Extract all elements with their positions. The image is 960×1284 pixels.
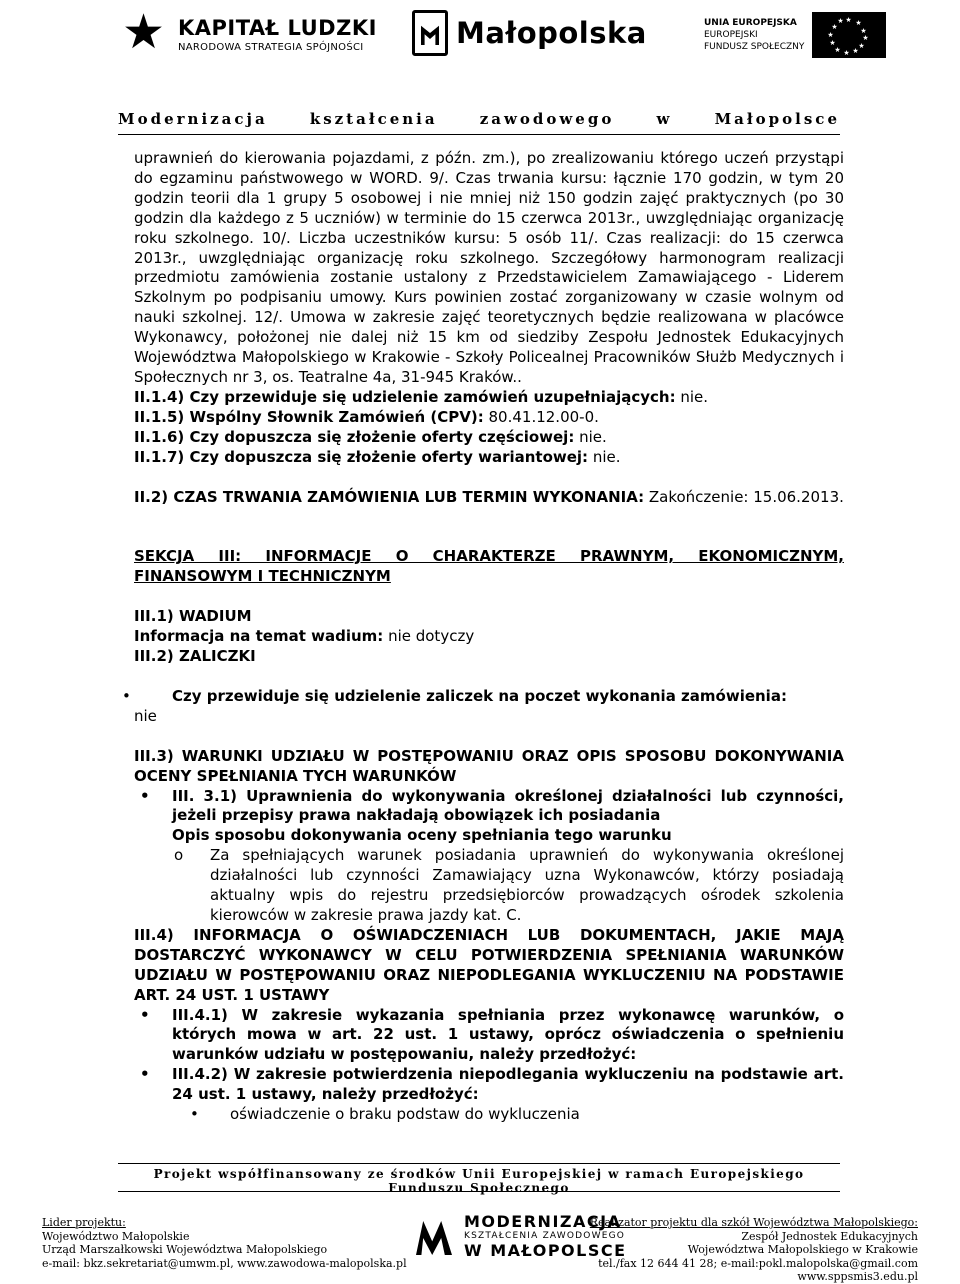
project-header-line: Modernizacja kształcenia zawodowego w Małopolsce	[118, 110, 840, 128]
wadium-info	[134, 627, 844, 647]
lider-line1: Województwo Małopolskie	[42, 1229, 190, 1243]
section-iii-3-1-sub	[134, 846, 844, 926]
realizator-line4: www.sppsmis3.edu.pl	[797, 1270, 918, 1283]
section-ii-1-5	[134, 408, 844, 428]
footer-divider-bottom	[118, 1191, 840, 1192]
section-iii-3: III.3) WARUNKI UDZIAŁU W POSTĘPOWANIU ORAZ OPIS SPOSOBU DOKONYWANIA OCENY SPEŁNIANIA TYCH WARUNKÓW	[134, 746, 844, 785]
cofinance-line: Projekt współfinansowany ze środków Unii Europejskiej w ramach Europejskiego Funduszu Społecznego	[153, 1167, 805, 1195]
ue-logo-line2: EUROPEJSKI	[704, 30, 758, 40]
malopolska-emblem-icon	[412, 10, 448, 56]
realizator-line2: Województwa Małopolskiego w Krakowie	[687, 1243, 918, 1256]
section-ii-1-6	[134, 428, 844, 448]
section-iii-title: SEKCJA III: INFORMACJE O CHARAKTERZE PRAWNYM, EKONOMICZNYM, FINANSOWYM I TECHNICZNYM	[134, 547, 844, 586]
kl-logo-title: KAPITAŁ LUDZKI	[178, 15, 377, 40]
section-ii-1-4	[134, 388, 844, 408]
kapital-ludzki-logo	[118, 4, 377, 60]
value: nie.	[574, 427, 607, 446]
section-iii-4-2: • III.4.2) W zakresie potwierdzenia niepodlegania wykluczeniu na podstawie art. 24 ust. 1 ustawy, należy przedłożyć:	[134, 1065, 844, 1105]
section-iii-4-2-item: • oświadczenie o braku podstaw do wykluczenia	[134, 1105, 844, 1125]
lider-line3: e-mail: bkz.sekretariat@umwm.pl, www.zawodowa-malopolska.pl	[42, 1256, 407, 1270]
lider-block	[42, 1216, 407, 1270]
label: II.1.6) Czy dopuszcza się złożenie oferty częściowej:	[134, 427, 575, 446]
lider-title: Lider projektu:	[42, 1216, 126, 1229]
section-iii-4: III.4) INFORMACJA O OŚWIADCZENIACH LUB DOKUMENTACH, JAKIE MAJĄ DOSTARCZYĆ WYKONAWCY W CELU POTWIERDZENIA SPEŁNIANIA WARUNKÓW UDZIAŁU W POSTĘPOWANIU ORAZ NIEPODLEGANIA WYKLUCZENIU NA PODSTAWIE ART. 24 UST. 1 USTAWY	[134, 925, 844, 1004]
sub-marker: o	[174, 846, 184, 865]
ue-logo-line3: FUNDUSZ SPOŁECZNY	[704, 42, 805, 52]
section-iii-2: III.2) ZALICZKI	[134, 647, 256, 666]
mp-logo-title: Małopolska	[456, 16, 647, 50]
zaliczki-item	[134, 687, 844, 727]
footer-divider-top	[118, 1163, 840, 1164]
document-body	[134, 149, 844, 1125]
value: 80.41.12.00-0.	[483, 407, 599, 426]
label: II.1.5) Wspólny Słownik Zamówień (CPV):	[134, 407, 484, 426]
realizator-block	[590, 1216, 918, 1284]
section-iii-1: III.1) WADIUM	[134, 607, 252, 626]
value: nie.	[588, 447, 621, 466]
section-ii-1-7	[134, 448, 844, 468]
ue-logo-line1: UNIA EUROPEJSKA	[704, 18, 797, 28]
paragraph-course-details: uprawnień do kierowania pojazdami, z późn. zm.), po zrealizowaniu którego uczeń przystąpi do egzaminu państwowego w WORD. 9/. Czas trwania kursu: łącznie 170 godzin, w tym 20 godzin teorii dla 1 grupy 5 osobowej i nie mniej niż 150 godzin zajęć praktycznych (po 30 godzin dla każdego z 5 uczniów) w terminie do 15 czerwca 2013r., uwzględniając organizację roku szkolnego. 10/. Liczba uczestników kursu: 5 osób 11/. Czas realizacji: do 15 czerwca 2013r., uwzględniając organizację roku szkolnego. Szczegółowy harmonogram realizacji przedmiotu zamówienia zostanie ustalony z Przedstawicielem Zamawiającego - Liderem Szkolnym po podpisaniu umowy. Kurs powinien zostać zorganizowany w czasie wolnym od nauki szkolnej. 12/. Umowa w zakresie zajęć teoretycznych będzie realizowana w placówce Wykonawcy, położonej nie dalej niż 15 km od siedziby Zespołu Jednostek Edukacyjnych Województwa Małopolskiego w Krakowie - Szkoły Policealnej Pracowników Służb Medycznych i Społecznych nr 3, os. Teatralne 4a, 31-945 Kraków..	[134, 149, 844, 386]
sub-text: Za spełniających warunek posiadania uprawnień do wykonywania określonej działalności lub czynności Zamawiający uzna Wykonawców, którzy posiadają aktualny wpis do rejestru przedsiębiorców prowadzących ośrodek szkolenia kierowców w zakresie prawa jazdy kat. C.	[210, 846, 844, 924]
malopolska-logo	[412, 10, 647, 56]
modernizacja-emblem-icon	[412, 1213, 458, 1259]
label: Informacja na temat wadium:	[134, 627, 384, 646]
section-ii-2	[134, 488, 844, 508]
label: II.1.7) Czy dopuszcza się złożenie oferty wariantowej:	[134, 447, 589, 466]
realizator-title: Realizator projektu dla szkół Województwa Małopolskiego:	[589, 1216, 918, 1229]
eu-flag-icon: ★ ★ ★ ★ ★ ★ ★ ★ ★ ★ ★ ★	[812, 12, 886, 58]
header-divider	[118, 134, 840, 135]
lider-line2: Urząd Marszałkowski Województwa Małopolskiego	[42, 1243, 328, 1256]
value: nie	[134, 706, 157, 725]
realizator-line3: tel./fax 12 644 41 28; e-mail:pokl.malopolska@gmail.com	[598, 1256, 918, 1270]
value: nie dotyczy	[383, 627, 475, 646]
star-logo-icon: ★	[122, 4, 166, 60]
realizator-line1: Zespół Jednostek Edukacyjnych	[741, 1229, 918, 1243]
label: II.2) CZAS TRWANIA ZAMÓWIENIA LUB TERMIN WYKONANIA:	[134, 487, 645, 506]
kl-logo-subtitle: NARODOWA STRATEGIA SPÓJNOŚCI	[178, 41, 364, 53]
value: nie.	[675, 387, 709, 406]
ue-logo	[704, 12, 886, 58]
mod-logo-line1: MODERNIZACJA	[464, 1212, 622, 1231]
section-iii-3-1: • III. 3.1) Uprawnienia do wykonywania określonej działalności lub czynności, jeżeli przepisy prawa nakładają obowiązek ich posiadania	[134, 787, 844, 827]
value: Zakończenie: 15.06.2013.	[644, 487, 844, 506]
section-iii-4-1: • III.4.1) W zakresie wykazania spełniania przez wykonawcę warunków, o których mowa w art. 22 ust. 1 ustawy, oprócz oświadczenia o spełnieniu warunków udziału w postępowaniu, należy przedłożyć:	[134, 1006, 844, 1066]
mod-logo-line2: KSZTAŁCENIA ZAWODOWEGO	[464, 1231, 626, 1241]
section-iii-3-1-opis: Opis sposobu dokonywania oceny spełniania tego warunku	[172, 826, 672, 845]
mod-logo-line3: W MAŁOPOLSCE	[464, 1241, 627, 1260]
label: Czy przewiduje się udzielenie zaliczek na poczet wykonania zamówienia:	[172, 686, 787, 705]
label: II.1.4) Czy przewiduje się udzielenie zamówień uzupełniających:	[134, 387, 676, 406]
